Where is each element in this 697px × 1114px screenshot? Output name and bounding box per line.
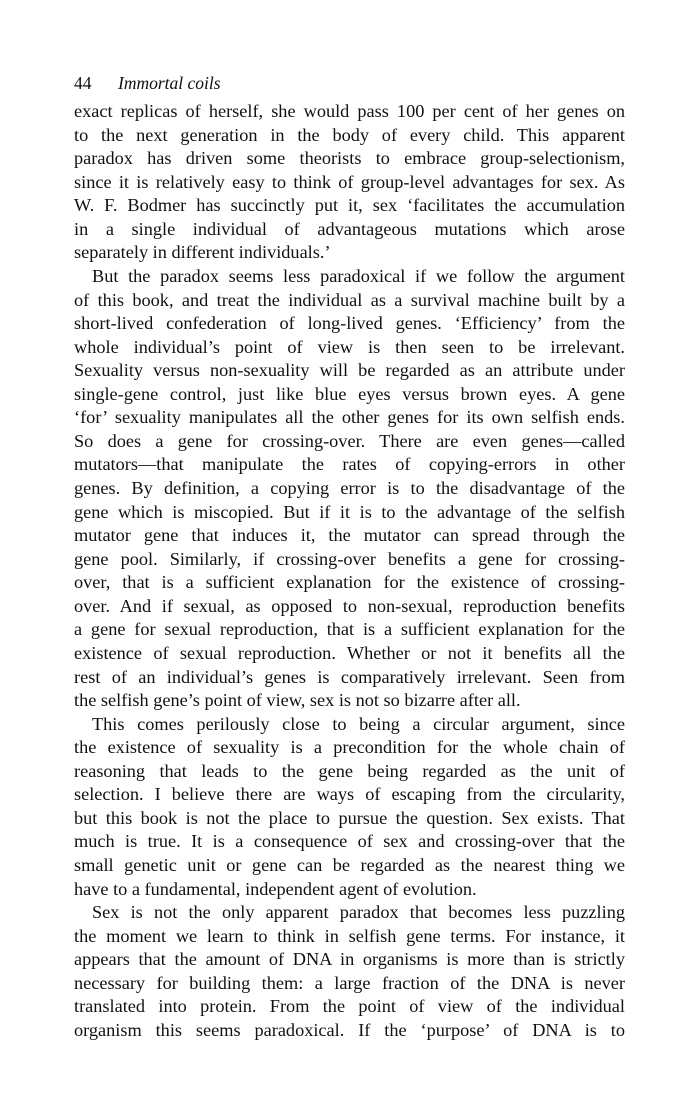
- text-line: have to a fundamental, independent agent of evolution.: [74, 878, 477, 899]
- body-text: [74, 100, 625, 1043]
- text-line: selection. I believe there are ways of escaping from the circularity,: [74, 784, 625, 805]
- text-line: Sex is not the only apparent paradox that becomes less puzzling: [92, 902, 625, 923]
- paragraph: [74, 265, 625, 713]
- paragraph: [74, 901, 625, 1042]
- text-line: paradox has driven some theorists to embrace group-selectionism,: [74, 148, 625, 169]
- text-line: This comes perilously close to being a circular argument, since: [92, 713, 625, 734]
- text-line: a gene for sexual reproduction, that is a sufficient explanation for the: [74, 619, 625, 640]
- text-line: existence of sexual reproduction. Whether or not it benefits all the: [74, 642, 625, 663]
- text-line: genes. By definition, a copying error is to the disadvantage of the: [74, 478, 625, 498]
- text-line: organism this seems paradoxical. If the ‘purpose’ of DNA is to: [74, 1019, 625, 1040]
- page-number: 44: [74, 73, 92, 93]
- text-line: W. F. Bodmer has succinctly put it, sex ‘facilitates the accumulation: [74, 195, 625, 216]
- text-line: So does a gene for crossing-over. There are even genes—called: [74, 430, 625, 451]
- text-line: to the next generation in the body of every child. This apparent: [74, 124, 625, 145]
- text-line: But the paradox seems less paradoxical if we follow the argument: [92, 265, 625, 286]
- paragraph: [74, 100, 625, 265]
- text-line: the selfish gene’s point of view, sex is not so bizarre after all.: [74, 690, 521, 711]
- text-line: appears that the amount of DNA in organisms is more than is strictly: [74, 949, 625, 970]
- text-line: of this book, and treat the individual as a survival machine built by a: [74, 289, 625, 310]
- book-page: [74, 70, 625, 1043]
- text-line: ‘for’ sexuality manipulates all the other genes for its own selfish ends.: [74, 407, 625, 428]
- paragraph: [74, 713, 625, 902]
- text-line: gene which is miscopied. But if it is to the advantage of the selfish: [74, 501, 625, 522]
- text-line: gene pool. Similarly, if crossing-over benefits a gene for crossing-: [74, 548, 625, 569]
- text-line: but this book is not the place to pursue the question. Sex exists. That: [74, 807, 625, 828]
- text-line: much is true. It is a consequence of sex and crossing-over that the: [74, 831, 625, 852]
- text-line: reasoning that leads to the gene being regarded as the unit of: [74, 760, 625, 781]
- text-line: rest of an individual’s genes is comparatively irrelevant. Seen from: [74, 666, 625, 687]
- text-line: separately in different individuals.’: [74, 242, 331, 263]
- text-line: the existence of sexuality is a precondition for the whole chain of: [74, 737, 625, 758]
- text-line: exact replicas of herself, she would pass 100 per cent of her genes on: [74, 101, 625, 121]
- running-head: [74, 70, 625, 96]
- text-line: the moment we learn to think in selfish gene terms. For instance, it: [74, 925, 625, 946]
- running-title: Immortal coils: [118, 73, 221, 93]
- text-line: since it is relatively easy to think of group-level advantages for sex. As: [74, 171, 625, 192]
- text-line: over, that is a sufficient explanation for the existence of crossing-: [74, 572, 625, 593]
- text-line: mutator gene that induces it, the mutator can spread through the: [74, 525, 625, 546]
- text-line: short-lived confederation of long-lived genes. ‘Efficiency’ from the: [74, 313, 625, 334]
- text-line: single-gene control, just like blue eyes versus brown eyes. A gene: [74, 383, 625, 404]
- text-line: mutators—that manipulate the rates of copying-errors in other: [74, 454, 625, 475]
- text-line: over. And if sexual, as opposed to non-sexual, reproduction benefits: [74, 595, 625, 616]
- text-line: whole individual’s point of view is then seen to be irrelevant.: [74, 336, 625, 357]
- text-line: translated into protein. From the point of view of the individual: [74, 996, 625, 1017]
- text-line: Sexuality versus non-sexuality will be regarded as an attribute under: [74, 360, 625, 381]
- text-line: small genetic unit or gene can be regarded as the nearest thing we: [74, 855, 625, 875]
- text-line: necessary for building them: a large fraction of the DNA is never: [74, 972, 625, 993]
- text-line: in a single individual of advantageous mutations which arose: [74, 218, 625, 239]
